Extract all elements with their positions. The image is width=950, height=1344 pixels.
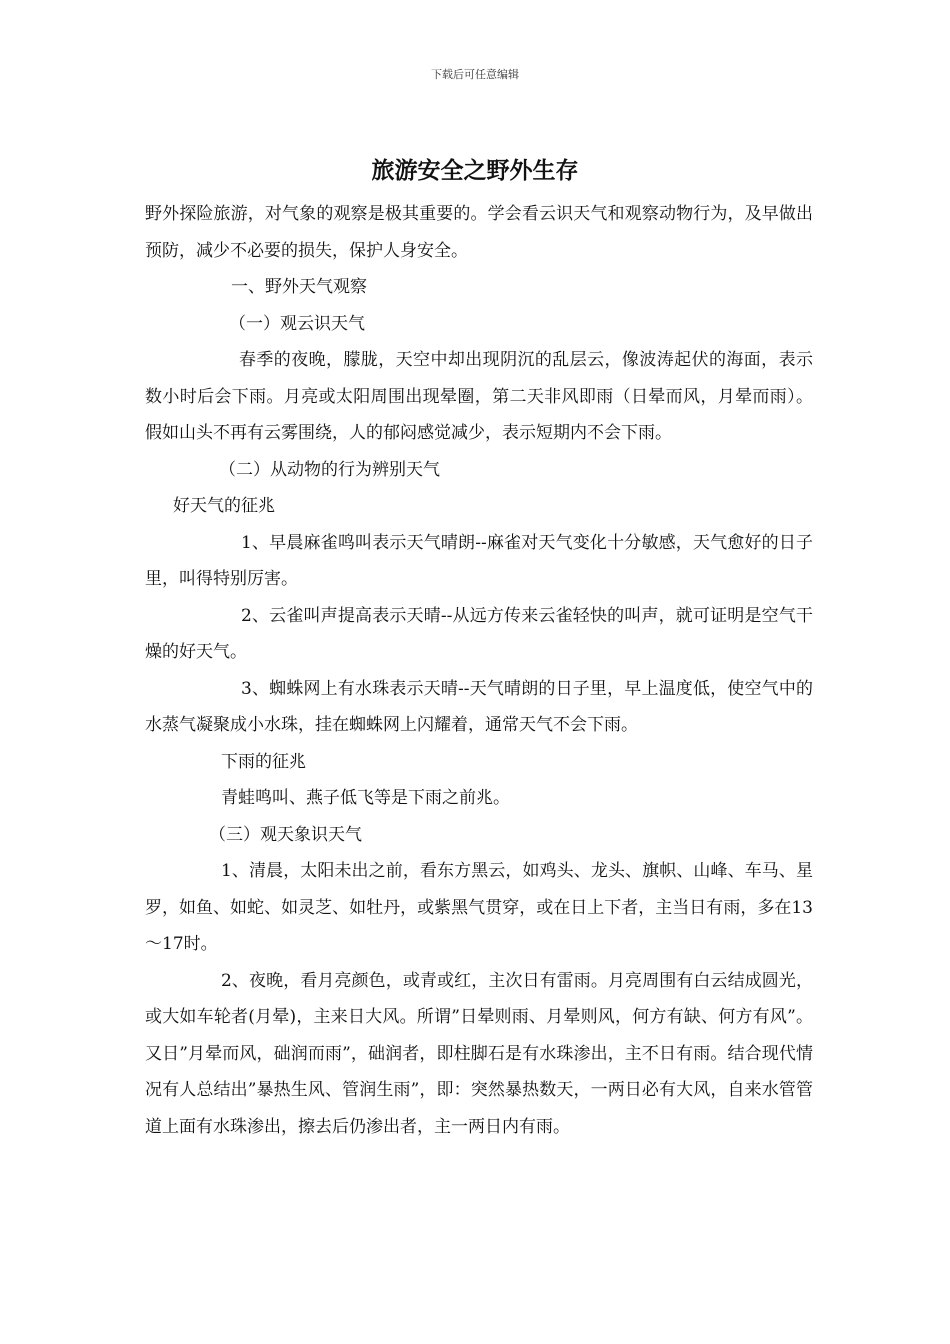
intro-paragraph: 野外探险旅游，对气象的观察是极其重要的。学会看云识天气和观察动物行为，及早做出预防，减少不必要的损失，保护人身安全。 (145, 204, 813, 261)
sky-item-1: 1、清晨，太阳未出之前，看东方黑云，如鸡头、龙头、旗帜、山峰、车马、星罗，如鱼、如蛇、如灵芝、如牡丹，或紫黑气贯穿，或在日上下者，主当日有雨，多在13～17时。 (145, 861, 813, 954)
header-note: 下载后可任意编辑 (431, 68, 519, 81)
subsection-heading-animals: （二）从动物的行为辨别天气 (219, 459, 440, 480)
good-weather-item-1: 1、早晨麻雀鸣叫表示天气晴朗--麻雀对天气变化十分敏感，天气愈好的日子里，叫得特别厉害。 (145, 532, 813, 589)
good-weather-item-3: 3、蜘蛛网上有水珠表示天晴--天气晴朗的日子里，早上温度低，使空气中的水蒸气凝聚成小水珠，挂在蜘蛛网上闪耀着，通常天气不会下雨。 (145, 678, 813, 735)
sky-item-2: 2、夜晚，看月亮颜色，或青或红，主次日有雷雨。月亮周围有白云结成圆光，或大如车轮者(月晕)，主来日大风。所谓”日晕则雨、月晕则风，何方有缺、何方有风”。又日”月晕而风，础润而雨”，础润者，即柱脚石是有水珠渗出，主不日有雨。结合现代情况有人总结出”暴热生风、管润生雨”，即：突然暴热数天，一两日必有大风，自来水管管道上面有水珠渗出，擦去后仍渗出者，主一两日内有雨。 (145, 970, 813, 1137)
section-heading-weather-observation: 一、野外天气观察 (231, 277, 367, 297)
good-weather-item-2: 2、云雀叫声提高表示天晴--从远方传来云雀轻快的叫声，就可证明是空气干燥的好天气。 (145, 605, 813, 662)
rain-signs-heading: 下雨的征兆 (221, 751, 306, 772)
clouds-paragraph: 春季的夜晚，朦胧，天空中却出现阴沉的乱层云，像波涛起伏的海面，表示数小时后会下雨。月亮或太阳周围出现晕圈，第二天非风即雨（日晕而风，月晕而雨）。假如山头不再有云雾围绕，人的郁闷感觉减少，表示短期内不会下雨。 (145, 350, 813, 443)
good-weather-heading: 好天气的征兆 (173, 496, 275, 516)
rain-signs-paragraph: 青蛙鸣叫、燕子低飞等是下雨之前兆。 (221, 788, 510, 808)
document-title: 旅游安全之野外生存 (371, 157, 579, 184)
document-body (145, 196, 813, 1145)
subsection-heading-clouds: （一）观云识天气 (229, 313, 365, 334)
subsection-heading-sky: （三）观天象识天气 (209, 824, 362, 845)
